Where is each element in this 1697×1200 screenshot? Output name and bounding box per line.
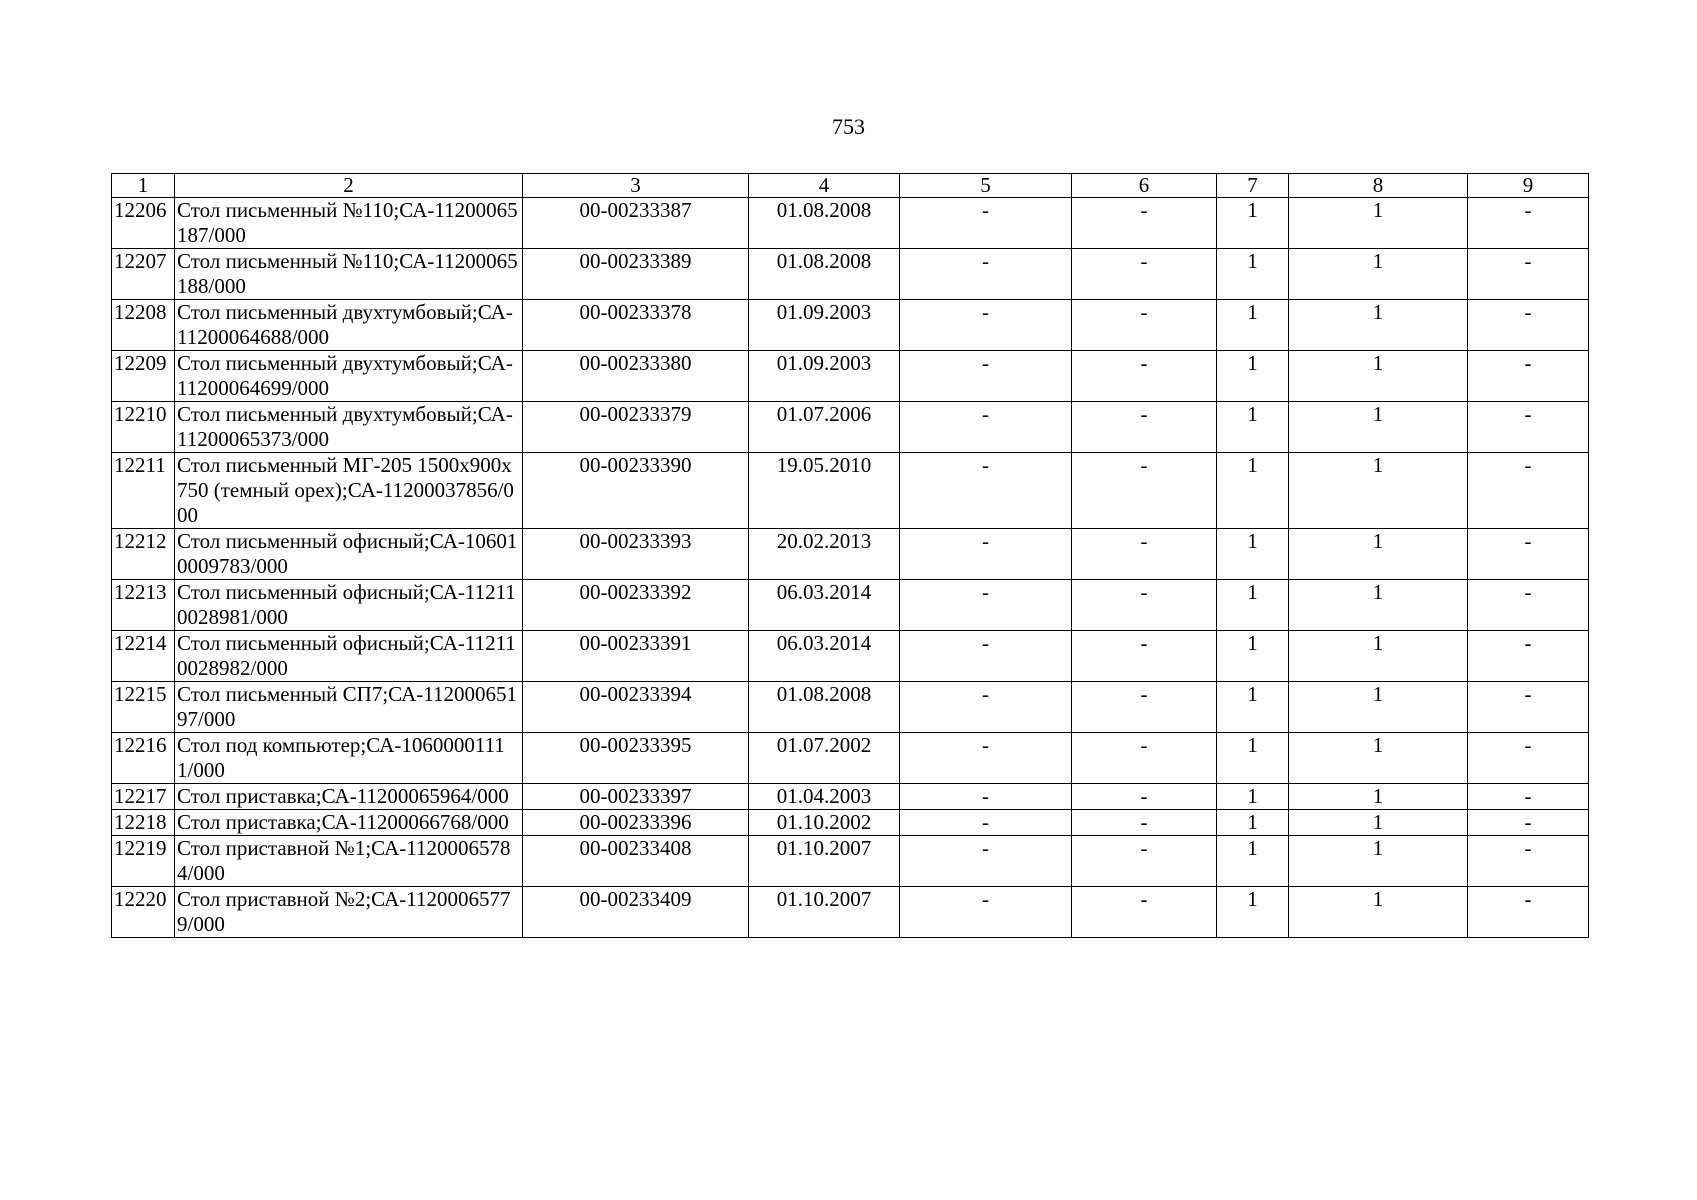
column-6-cell: - — [1072, 300, 1217, 351]
column-7-cell: 1 — [1217, 887, 1289, 938]
row-number-cell: 12214 — [112, 631, 175, 682]
column-8-cell: 1 — [1289, 682, 1468, 733]
column-5-cell: - — [900, 402, 1072, 453]
column-7-cell: 1 — [1217, 351, 1289, 402]
date-cell: 01.07.2006 — [749, 402, 900, 453]
inventory-code-cell: 00-00233389 — [523, 249, 749, 300]
column-7-cell: 1 — [1217, 529, 1289, 580]
table-body — [112, 174, 1589, 938]
table-row — [112, 198, 1589, 249]
date-cell: 19.05.2010 — [749, 453, 900, 529]
date-cell: 01.08.2008 — [749, 198, 900, 249]
table-row — [112, 300, 1589, 351]
row-number-cell: 12207 — [112, 249, 175, 300]
column-5-cell: - — [900, 580, 1072, 631]
page-number: 753 — [832, 114, 865, 139]
column-7-cell: 1 — [1217, 300, 1289, 351]
column-9-cell: - — [1468, 453, 1589, 529]
column-header-9: 9 — [1468, 174, 1589, 198]
column-9-cell: - — [1468, 784, 1589, 810]
column-6-cell: - — [1072, 887, 1217, 938]
column-5-cell: - — [900, 249, 1072, 300]
column-7-cell: 1 — [1217, 198, 1289, 249]
column-9-cell: - — [1468, 402, 1589, 453]
row-number-cell: 12211 — [112, 453, 175, 529]
column-5-cell: - — [900, 529, 1072, 580]
table-row — [112, 784, 1589, 810]
column-header-7: 7 — [1217, 174, 1289, 198]
column-header-5: 5 — [900, 174, 1072, 198]
column-8-cell: 1 — [1289, 580, 1468, 631]
row-number-cell: 12219 — [112, 836, 175, 887]
row-number-cell: 12208 — [112, 300, 175, 351]
column-7-cell: 1 — [1217, 402, 1289, 453]
column-6-cell: - — [1072, 733, 1217, 784]
item-name-cell: Стол письменный МГ-205 1500х900х750 (темный орех);СА-11200037856/000 — [175, 453, 523, 529]
table-row — [112, 529, 1589, 580]
date-cell: 01.08.2008 — [749, 682, 900, 733]
column-header-6: 6 — [1072, 174, 1217, 198]
column-9-cell: - — [1468, 351, 1589, 402]
inventory-code-cell: 00-00233392 — [523, 580, 749, 631]
column-6-cell: - — [1072, 580, 1217, 631]
table-row — [112, 836, 1589, 887]
column-8-cell: 1 — [1289, 810, 1468, 836]
column-9-cell: - — [1468, 682, 1589, 733]
column-7-cell: 1 — [1217, 631, 1289, 682]
item-name-cell: Стол приставной №2;СА-11200065779/000 — [175, 887, 523, 938]
item-name-cell: Стол приставка;СА-11200066768/000 — [175, 810, 523, 836]
column-5-cell: - — [900, 836, 1072, 887]
column-header-8: 8 — [1289, 174, 1468, 198]
column-8-cell: 1 — [1289, 733, 1468, 784]
column-9-cell: - — [1468, 300, 1589, 351]
column-6-cell: - — [1072, 402, 1217, 453]
item-name-cell: Стол письменный СП7;СА-11200065197/000 — [175, 682, 523, 733]
column-6-cell: - — [1072, 682, 1217, 733]
inventory-code-cell: 00-00233387 — [523, 198, 749, 249]
column-5-cell: - — [900, 300, 1072, 351]
row-number-cell: 12216 — [112, 733, 175, 784]
column-number-row — [112, 174, 1589, 198]
column-8-cell: 1 — [1289, 836, 1468, 887]
column-9-cell: - — [1468, 529, 1589, 580]
item-name-cell: Стол письменный №110;СА-11200065187/000 — [175, 198, 523, 249]
column-8-cell: 1 — [1289, 529, 1468, 580]
table-row — [112, 887, 1589, 938]
item-name-cell: Стол под компьютер;СА-10600001111/000 — [175, 733, 523, 784]
table-row — [112, 580, 1589, 631]
column-5-cell: - — [900, 887, 1072, 938]
inventory-code-cell: 00-00233408 — [523, 836, 749, 887]
row-number-cell: 12212 — [112, 529, 175, 580]
row-number-cell: 12209 — [112, 351, 175, 402]
inventory-code-cell: 00-00233378 — [523, 300, 749, 351]
row-number-cell: 12215 — [112, 682, 175, 733]
date-cell: 01.10.2007 — [749, 836, 900, 887]
column-6-cell: - — [1072, 810, 1217, 836]
column-8-cell: 1 — [1289, 351, 1468, 402]
column-7-cell: 1 — [1217, 784, 1289, 810]
table-row — [112, 810, 1589, 836]
column-5-cell: - — [900, 784, 1072, 810]
inventory-code-cell: 00-00233393 — [523, 529, 749, 580]
date-cell: 06.03.2014 — [749, 580, 900, 631]
item-name-cell: Стол приставной №1;СА-11200065784/000 — [175, 836, 523, 887]
column-7-cell: 1 — [1217, 453, 1289, 529]
table-row — [112, 249, 1589, 300]
inventory-code-cell: 00-00233391 — [523, 631, 749, 682]
table-row — [112, 453, 1589, 529]
column-9-cell: - — [1468, 810, 1589, 836]
table-row — [112, 733, 1589, 784]
column-7-cell: 1 — [1217, 580, 1289, 631]
table-row — [112, 402, 1589, 453]
column-7-cell: 1 — [1217, 249, 1289, 300]
row-number-cell: 12220 — [112, 887, 175, 938]
item-name-cell: Стол письменный №110;СА-11200065188/000 — [175, 249, 523, 300]
column-6-cell: - — [1072, 784, 1217, 810]
column-8-cell: 1 — [1289, 453, 1468, 529]
column-7-cell: 1 — [1217, 810, 1289, 836]
date-cell: 01.08.2008 — [749, 249, 900, 300]
column-5-cell: - — [900, 682, 1072, 733]
date-cell: 06.03.2014 — [749, 631, 900, 682]
column-7-cell: 1 — [1217, 836, 1289, 887]
table-row — [112, 351, 1589, 402]
date-cell: 01.10.2002 — [749, 810, 900, 836]
column-9-cell: - — [1468, 836, 1589, 887]
column-6-cell: - — [1072, 453, 1217, 529]
column-5-cell: - — [900, 453, 1072, 529]
inventory-code-cell: 00-00233379 — [523, 402, 749, 453]
column-7-cell: 1 — [1217, 682, 1289, 733]
column-8-cell: 1 — [1289, 249, 1468, 300]
inventory-code-cell: 00-00233409 — [523, 887, 749, 938]
inventory-code-cell: 00-00233397 — [523, 784, 749, 810]
column-9-cell: - — [1468, 198, 1589, 249]
column-5-cell: - — [900, 631, 1072, 682]
column-9-cell: - — [1468, 631, 1589, 682]
table-row — [112, 682, 1589, 733]
date-cell: 01.07.2002 — [749, 733, 900, 784]
row-number-cell: 12217 — [112, 784, 175, 810]
column-6-cell: - — [1072, 529, 1217, 580]
column-8-cell: 1 — [1289, 402, 1468, 453]
column-header-3: 3 — [523, 174, 749, 198]
column-6-cell: - — [1072, 631, 1217, 682]
column-header-4: 4 — [749, 174, 900, 198]
inventory-code-cell: 00-00233395 — [523, 733, 749, 784]
column-header-1: 1 — [112, 174, 175, 198]
column-header-2: 2 — [175, 174, 523, 198]
table-row — [112, 631, 1589, 682]
item-name-cell: Стол приставка;СА-11200065964/000 — [175, 784, 523, 810]
column-5-cell: - — [900, 351, 1072, 402]
column-9-cell: - — [1468, 249, 1589, 300]
column-8-cell: 1 — [1289, 198, 1468, 249]
inventory-code-cell: 00-00233396 — [523, 810, 749, 836]
date-cell: 01.09.2003 — [749, 351, 900, 402]
column-9-cell: - — [1468, 733, 1589, 784]
item-name-cell: Стол письменный офисный;СА-112110028981/000 — [175, 580, 523, 631]
column-9-cell: - — [1468, 887, 1589, 938]
date-cell: 01.10.2007 — [749, 887, 900, 938]
date-cell: 01.09.2003 — [749, 300, 900, 351]
column-5-cell: - — [900, 198, 1072, 249]
column-9-cell: - — [1468, 580, 1589, 631]
row-number-cell: 12218 — [112, 810, 175, 836]
column-6-cell: - — [1072, 836, 1217, 887]
column-8-cell: 1 — [1289, 300, 1468, 351]
item-name-cell: Стол письменный двухтумбовый;СА-11200064699/000 — [175, 351, 523, 402]
column-8-cell: 1 — [1289, 887, 1468, 938]
column-7-cell: 1 — [1217, 733, 1289, 784]
row-number-cell: 12213 — [112, 580, 175, 631]
column-8-cell: 1 — [1289, 784, 1468, 810]
column-6-cell: - — [1072, 351, 1217, 402]
date-cell: 01.04.2003 — [749, 784, 900, 810]
inventory-code-cell: 00-00233380 — [523, 351, 749, 402]
column-5-cell: - — [900, 810, 1072, 836]
date-cell: 20.02.2013 — [749, 529, 900, 580]
inventory-code-cell: 00-00233394 — [523, 682, 749, 733]
row-number-cell: 12206 — [112, 198, 175, 249]
item-name-cell: Стол письменный двухтумбовый;СА-11200064688/000 — [175, 300, 523, 351]
column-8-cell: 1 — [1289, 631, 1468, 682]
item-name-cell: Стол письменный офисный;СА-112110028982/000 — [175, 631, 523, 682]
column-5-cell: - — [900, 733, 1072, 784]
item-name-cell: Стол письменный двухтумбовый;СА-11200065373/000 — [175, 402, 523, 453]
row-number-cell: 12210 — [112, 402, 175, 453]
registry-table — [111, 173, 1589, 938]
item-name-cell: Стол письменный офисный;СА-106010009783/000 — [175, 529, 523, 580]
inventory-code-cell: 00-00233390 — [523, 453, 749, 529]
column-6-cell: - — [1072, 249, 1217, 300]
column-6-cell: - — [1072, 198, 1217, 249]
